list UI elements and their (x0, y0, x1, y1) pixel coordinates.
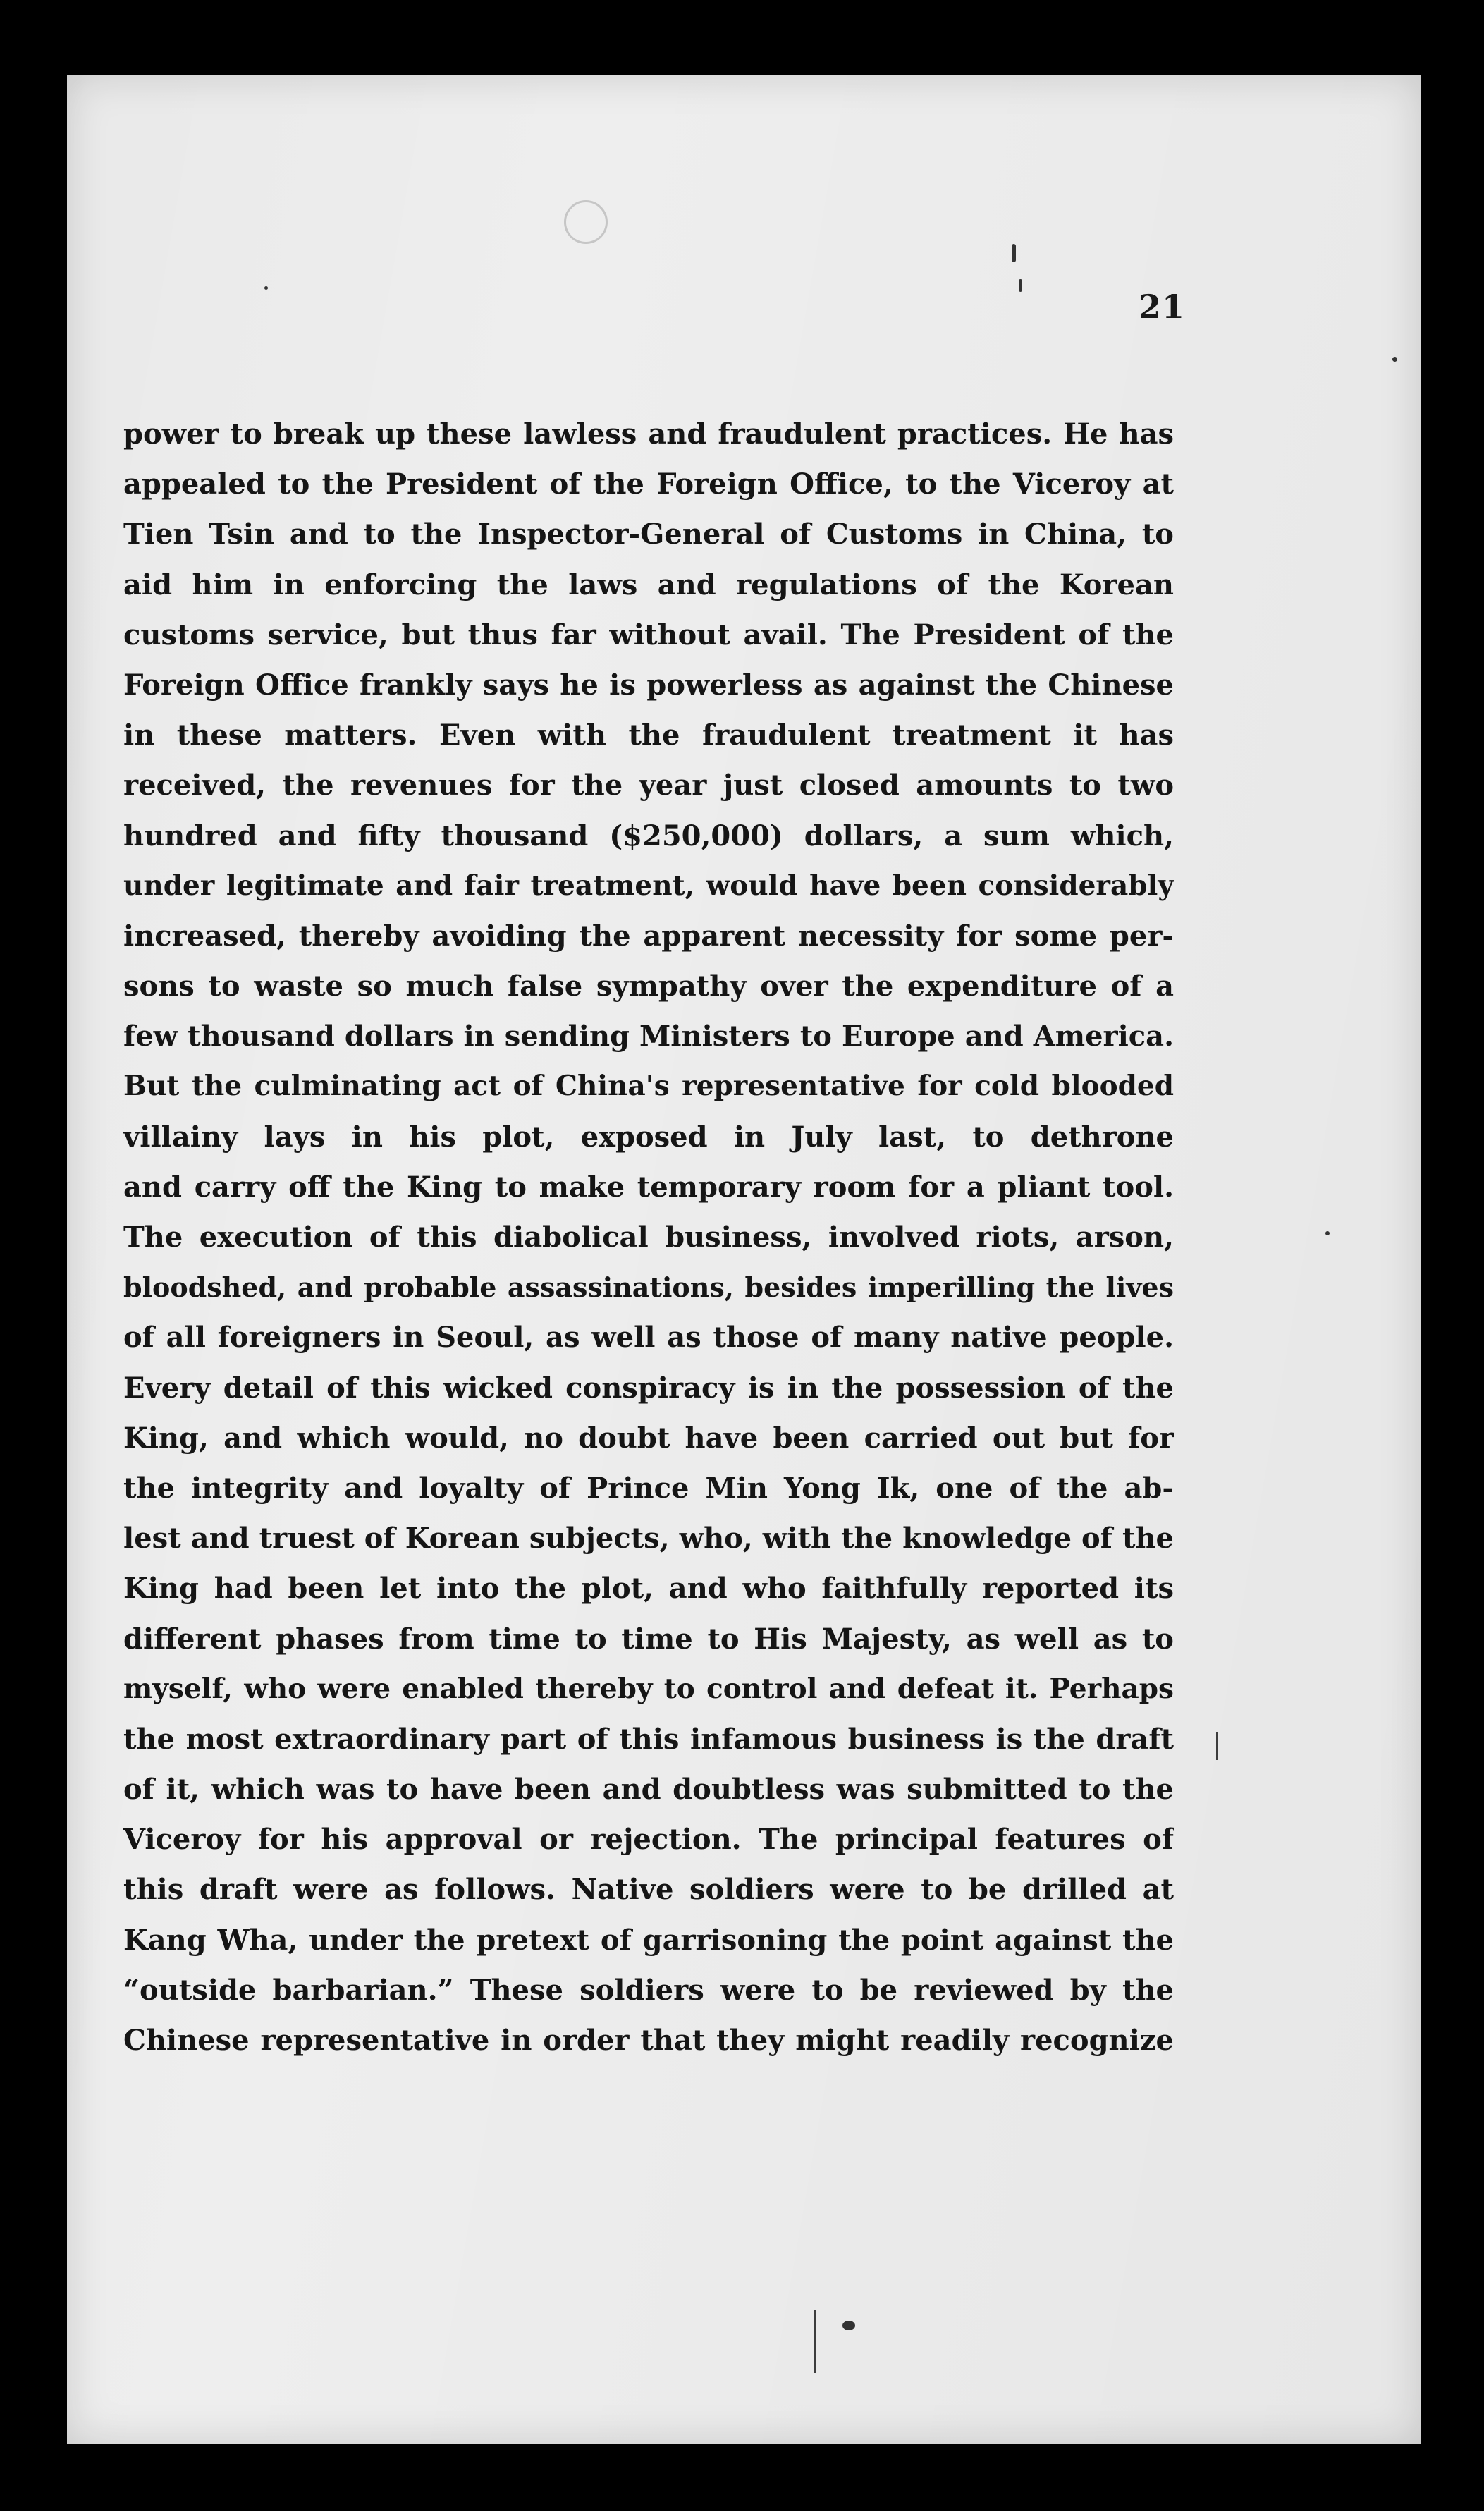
text-line: Kang Wha, under the pretext of garrisoning the point against the (123, 1923, 1174, 1957)
dust-speck (842, 2321, 855, 2330)
text-line: The execution of this diabolical business, involved riots, arson, (123, 1221, 1174, 1254)
text-line: of all foreigners in Seoul, as well as those of many native people. (123, 1321, 1174, 1355)
text-line: hundred and fifty thousand ($250,000) dollars, a sum which, (123, 819, 1174, 853)
text-line: Foreign Office frankly says he is powerless as against the Chinese (123, 668, 1174, 702)
text-line: But the culminating act of China's representative for cold blooded (123, 1070, 1174, 1103)
text-line: customs service, but thus far without avail. The President of the (123, 618, 1174, 652)
text-line: sons to waste so much false sympathy over the expenditure of a (123, 970, 1174, 1003)
faint-stamp-mark (564, 200, 608, 244)
text-line: aid him in enforcing the laws and regulations of the Korean (123, 568, 1174, 601)
scratch-mark (1216, 1732, 1218, 1760)
text-line: myself, who were enabled thereby to control and defeat it. Perhaps (123, 1672, 1174, 1705)
dust-speck (1325, 1231, 1330, 1235)
text-line: Chinese representative in order that they might readily recognize (123, 2024, 1174, 2057)
text-line: this draft were as follows. Native soldiers were to be drilled at (123, 1873, 1174, 1907)
dust-speck (1012, 244, 1016, 262)
dust-speck (1019, 279, 1022, 292)
text-line: increased, thereby avoiding the apparent necessity for some per- (123, 919, 1174, 953)
text-line: lest and truest of Korean subjects, who, with the knowledge of the (123, 1522, 1174, 1556)
scratch-mark (814, 2310, 816, 2373)
text-line: appealed to the President of the Foreign Office, to the Viceroy at (123, 468, 1174, 501)
text-line: of it, which was to have been and doubtless was submitted to the (123, 1773, 1174, 1807)
text-line: few thousand dollars in sending Ministers to Europe and America. (123, 1020, 1174, 1053)
text-line: and carry off the King to make temporary room for a pliant tool. (123, 1170, 1174, 1204)
text-line: received, the revenues for the year just closed amounts to two (123, 769, 1174, 802)
text-line: Tien Tsin and to the Inspector-General of Customs in China, to (123, 518, 1174, 551)
text-line: Every detail of this wicked conspiracy is in the possession of the (123, 1371, 1174, 1405)
text-line: villainy lays in his plot, exposed in July last, to dethrone (123, 1120, 1174, 1154)
text-line: in these matters. Even with the fraudulent treatment it has (123, 719, 1174, 752)
text-line: King, and which would, no doubt have been carried out but for (123, 1421, 1174, 1455)
text-line: bloodshed, and probable assassinations, besides imperilling the lives (123, 1271, 1174, 1304)
page-number: 21 (1139, 288, 1186, 326)
text-line: under legitimate and fair treatment, would have been considerably (123, 869, 1174, 902)
text-line: “outside barbarian.” These soldiers were to be reviewed by the (123, 1973, 1174, 2007)
text-line: the most extraordinary part of this infamous business is the draft (123, 1722, 1174, 1756)
text-line: King had been let into the plot, and who faithfully reported its (123, 1572, 1174, 1606)
text-line: power to break up these lawless and fraudulent practices. He has (123, 417, 1174, 451)
text-line: different phases from time to time to His Majesty, as well as to (123, 1622, 1174, 1656)
body-text (123, 409, 1174, 2065)
dust-speck (264, 286, 268, 290)
dust-speck (1392, 357, 1397, 362)
text-line: Viceroy for his approval or rejection. The principal features of (123, 1823, 1174, 1857)
text-line: the integrity and loyalty of Prince Min Yong Ik, one of the ab- (123, 1471, 1174, 1505)
